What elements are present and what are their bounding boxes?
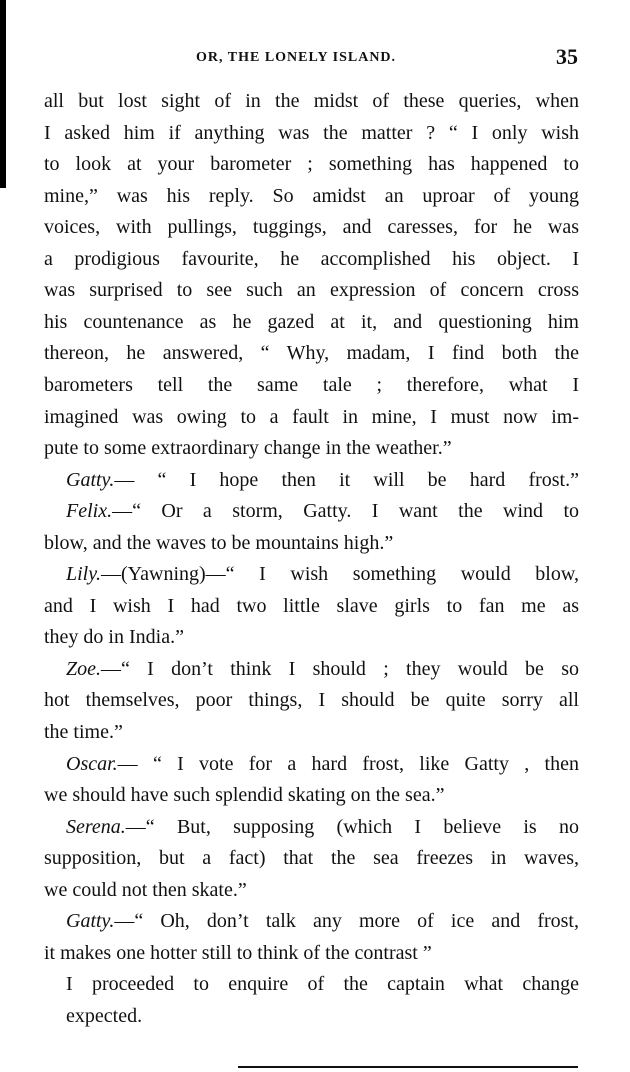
text-line xyxy=(44,843,579,875)
line-text: it makes one hotter still to think of the contrast ” xyxy=(44,941,432,964)
text-line xyxy=(44,86,579,118)
text-line xyxy=(66,906,579,938)
text-line xyxy=(66,559,579,591)
line-text: to look at your barometer ; something has happened to xyxy=(44,153,579,176)
line-text: a prodigious favourite, he accomplished his object. I xyxy=(44,247,579,270)
text-line xyxy=(44,591,579,623)
page-number: 35 xyxy=(556,44,578,69)
text-line xyxy=(44,938,579,970)
text-line xyxy=(66,496,579,528)
text-line xyxy=(66,969,579,1001)
line-text: —“ But, supposing (which I believe is no xyxy=(125,815,579,838)
speaker-name: Serena. xyxy=(66,815,126,838)
line-text: thereon, he answered, “ Why, madam, I find both the xyxy=(44,342,579,365)
speaker-name: Gatty. xyxy=(66,910,115,933)
line-text: imagined was owing to a fault in mine, I must now im- xyxy=(44,405,579,428)
line-text: we should have such splendid skating on the sea.” xyxy=(44,784,445,807)
speaker-name: Oscar. xyxy=(66,752,118,775)
text-line xyxy=(44,370,579,402)
line-text: blow, and the waves to be mountains high.” xyxy=(44,531,394,554)
text-line xyxy=(66,749,579,781)
text-line xyxy=(66,654,579,686)
text-line xyxy=(44,780,579,812)
line-text: voices, with pullings, tuggings, and caresses, for he was xyxy=(44,216,579,239)
text-line xyxy=(44,244,579,276)
line-text: pute to some extraordinary change in the weather.” xyxy=(44,437,452,460)
line-text: his countenance as he gazed at it, and questioning him xyxy=(44,310,579,333)
text-line xyxy=(44,622,579,654)
line-text: — “ I hope then it will be hard frost.” xyxy=(114,468,579,491)
line-text: and I wish I had two little slave girls to fan me as xyxy=(44,594,579,617)
line-text: —“ Or a storm, Gatty. I want the wind to xyxy=(112,500,579,523)
line-text: mine,” was his reply. So amidst an uproar of young xyxy=(44,184,579,207)
speaker-name: Zoe. xyxy=(66,657,101,680)
text-line xyxy=(44,118,579,150)
speaker-name: Lily. xyxy=(66,563,102,586)
text-line xyxy=(44,338,579,370)
line-text: the time.” xyxy=(44,721,123,743)
line-text: they do in India.” xyxy=(44,626,184,649)
text-line xyxy=(44,433,579,465)
line-text: was surprised to see such an expression of concern cross xyxy=(44,279,579,302)
text-line xyxy=(44,875,579,907)
text-line xyxy=(44,717,579,749)
line-text: expected. xyxy=(66,1004,143,1027)
text-line xyxy=(44,212,579,244)
running-head: OR, THE LONELY ISLAND. xyxy=(196,50,397,65)
text-line xyxy=(44,402,579,434)
line-text: —“ Oh, don’t talk any more of ice and frost, xyxy=(114,910,579,933)
line-text: I asked him if anything was the matter ? “ I only wish xyxy=(44,121,579,144)
line-text: hot themselves, poor things, I should be quite sorry all xyxy=(44,689,579,712)
line-text: all but lost sight of in the midst of these queries, when xyxy=(44,90,579,112)
text-line xyxy=(44,528,579,560)
scan-gutter-shadow xyxy=(0,0,6,188)
line-text: we could not then skate.” xyxy=(44,878,247,901)
speaker-name: Felix. xyxy=(66,500,113,523)
line-text: supposition, but a fact) that the sea freezes in waves, xyxy=(44,847,579,870)
line-text: I proceeded to enquire of the captain what change xyxy=(66,973,579,996)
text-line xyxy=(44,181,579,213)
footer-rule xyxy=(238,1066,578,1068)
text-line xyxy=(66,465,579,497)
line-text: —(Yawning)—“ I wish something would blow, xyxy=(101,563,579,586)
text-line xyxy=(44,685,579,717)
text-line xyxy=(66,1001,579,1033)
text-line xyxy=(66,812,579,844)
text-line xyxy=(44,307,579,339)
line-text: —“ I don’t think I should ; they would be so xyxy=(101,657,579,680)
text-line xyxy=(44,149,579,181)
line-text: barometers tell the same tale ; therefore, what I xyxy=(44,373,579,396)
speaker-name: Gatty. xyxy=(66,468,115,491)
text-line xyxy=(44,275,579,307)
line-text: — “ I vote for a hard frost, like Gatty , then xyxy=(117,752,579,775)
